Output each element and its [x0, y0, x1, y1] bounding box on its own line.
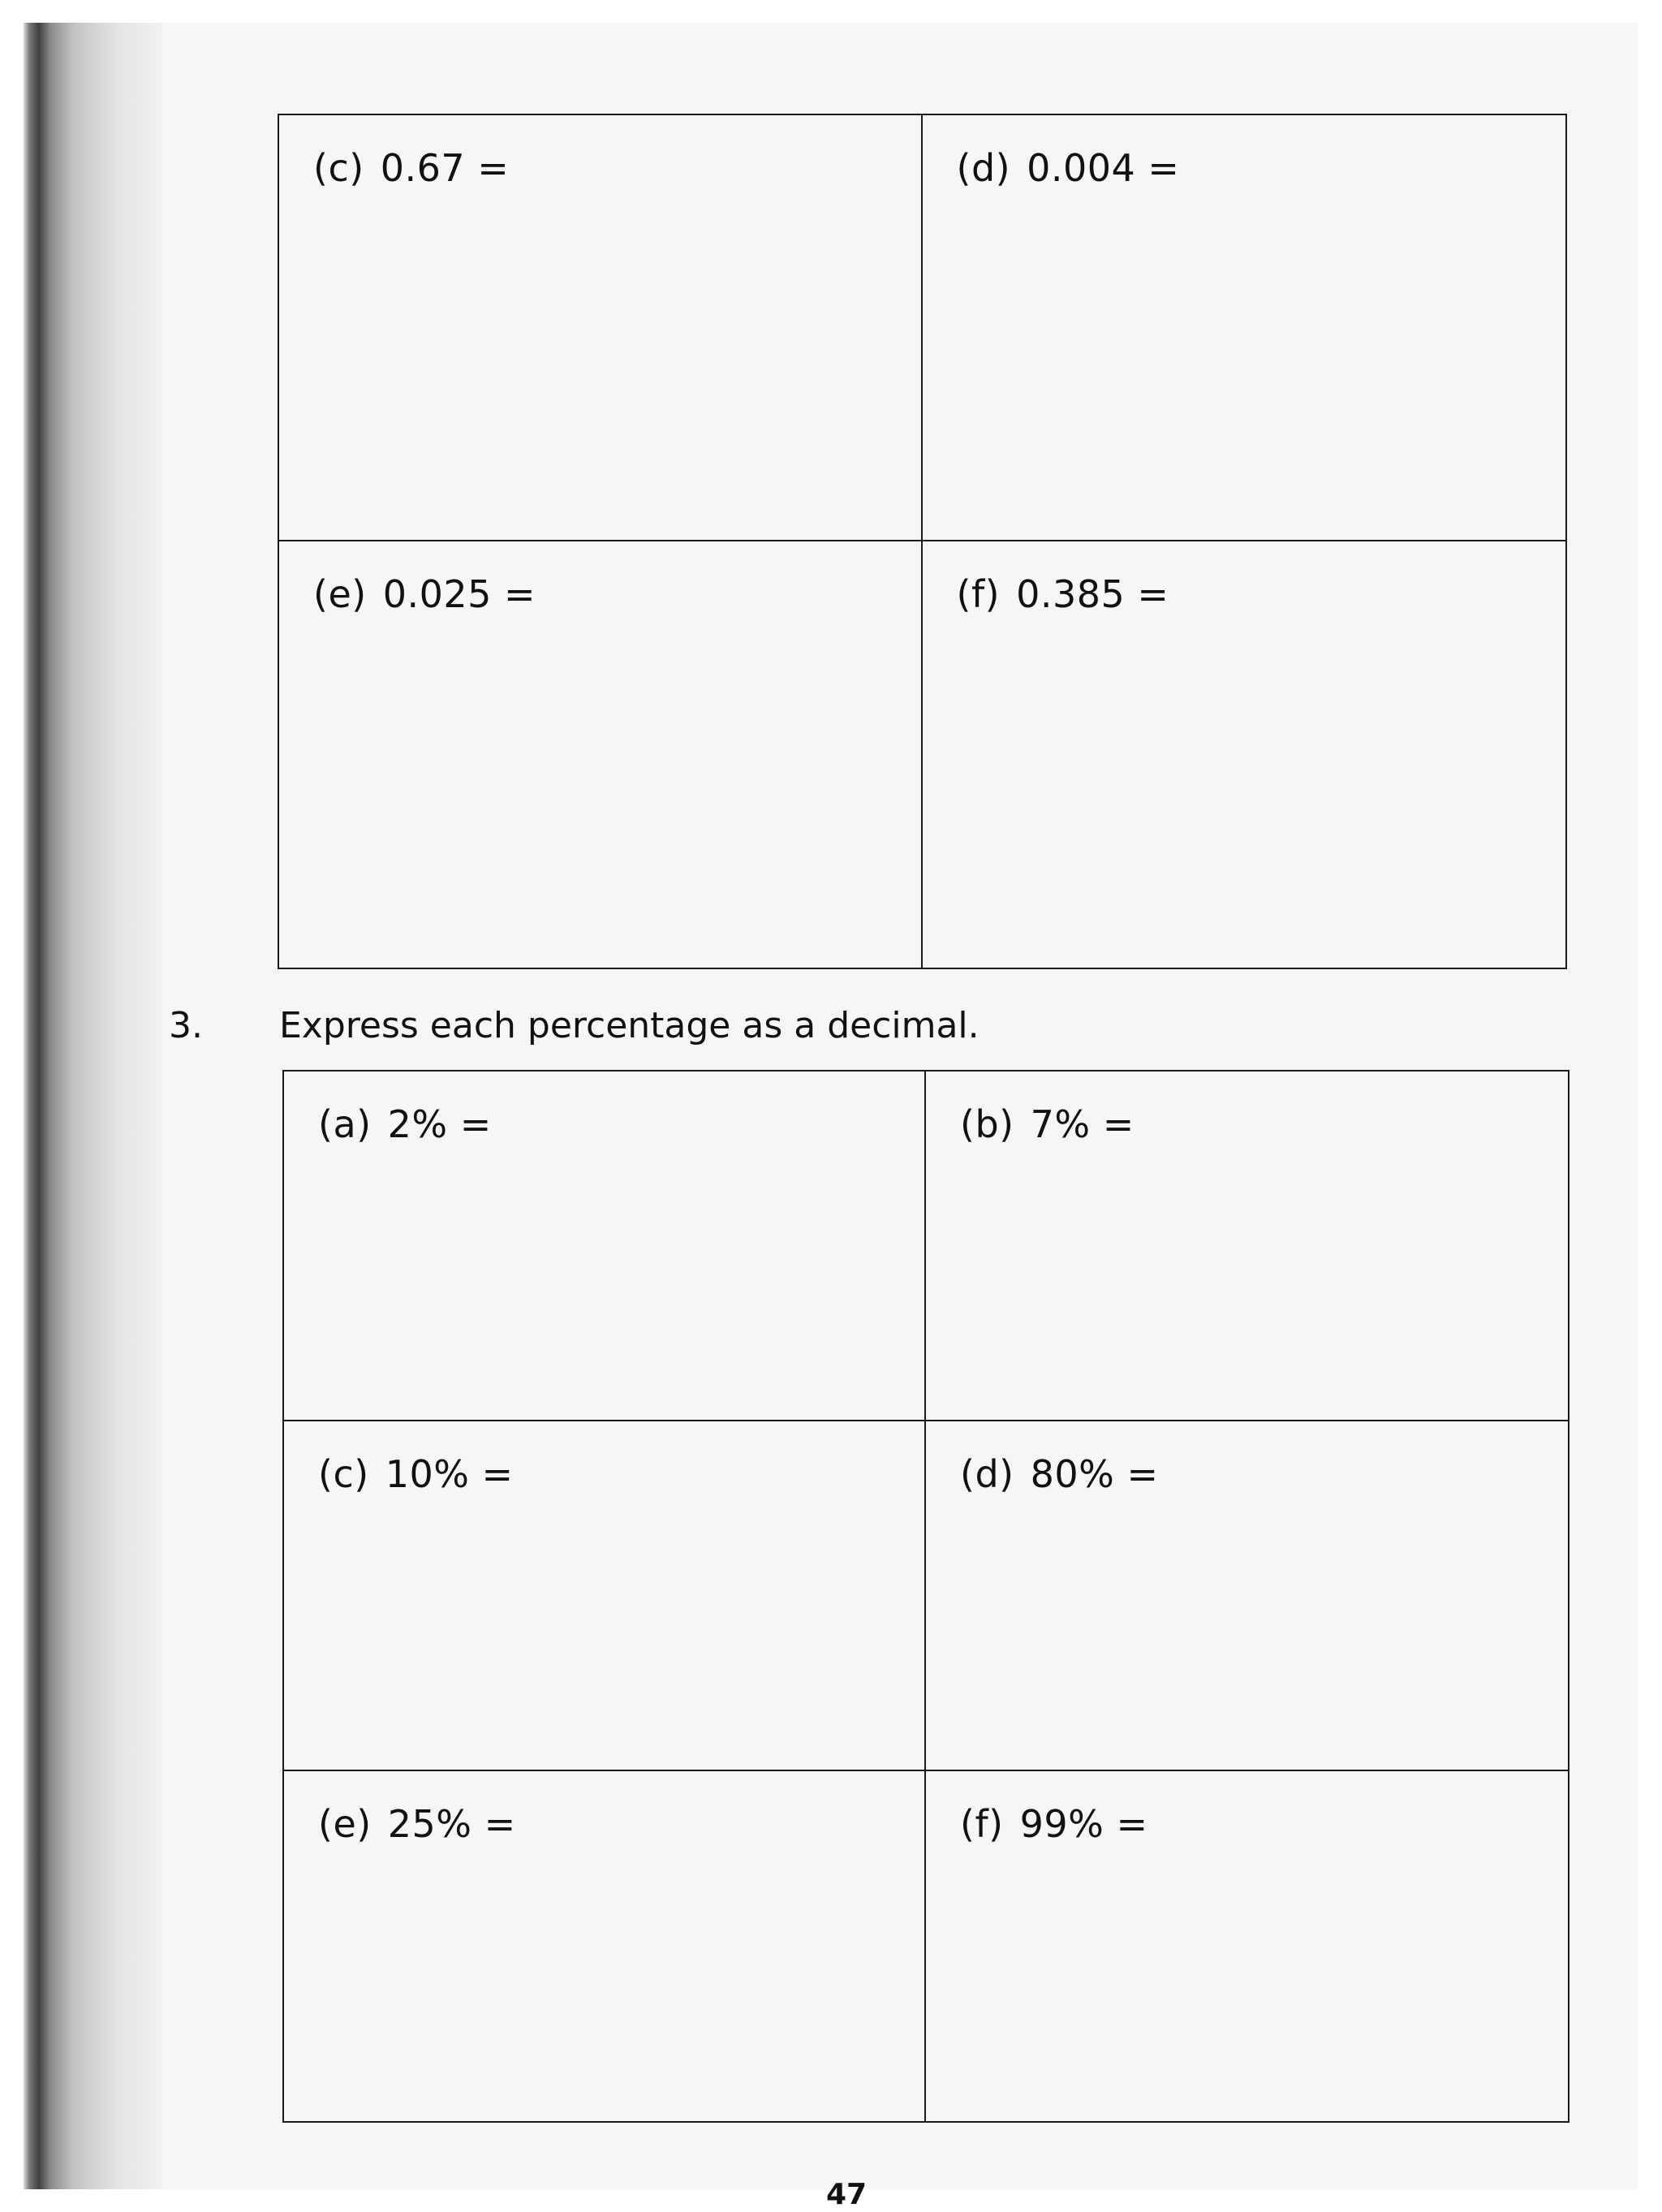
- answer-box-c[interactable]: [279, 115, 923, 541]
- problem-label: (d): [956, 146, 1011, 190]
- problem-label: (c): [318, 1452, 369, 1496]
- answer-box-d[interactable]: [923, 115, 1566, 541]
- problem-label: (b): [960, 1102, 1014, 1146]
- problem-expression: 80% =: [1030, 1452, 1159, 1496]
- problem-expression: 7% =: [1030, 1102, 1135, 1146]
- answer-grid-decimals: [278, 114, 1567, 969]
- answer-box-e[interactable]: [284, 1771, 926, 2121]
- answer-box-a[interactable]: [284, 1072, 926, 1421]
- problem-e: [318, 1802, 516, 1846]
- problem-label: (e): [313, 572, 367, 616]
- problem-b: [960, 1102, 1135, 1146]
- problem-f: [957, 572, 1169, 616]
- problem-label: (f): [960, 1802, 1004, 1846]
- problem-c: [313, 146, 509, 190]
- book-binding-shadow: [0, 0, 162, 2212]
- answer-box-c[interactable]: [284, 1421, 926, 1771]
- problem-label: (d): [960, 1452, 1014, 1496]
- question-3-heading: [169, 1005, 980, 1046]
- answer-box-f[interactable]: [923, 541, 1566, 968]
- problem-e: [313, 572, 536, 616]
- answer-grid-percentages: [282, 1070, 1569, 2123]
- page-number: 47: [826, 2178, 868, 2211]
- problem-expression: 25% =: [387, 1802, 516, 1846]
- answer-box-d[interactable]: [926, 1421, 1568, 1771]
- question-instruction: Express each percentage as a decimal.: [279, 1005, 980, 1046]
- problem-expression: 0.67 =: [380, 146, 510, 190]
- problem-expression: 0.025 =: [382, 572, 536, 616]
- problem-d: [957, 146, 1180, 190]
- problem-expression: 99% =: [1019, 1802, 1148, 1846]
- problem-d: [960, 1452, 1159, 1496]
- problem-label: (e): [318, 1802, 372, 1846]
- answer-box-e[interactable]: [279, 541, 923, 968]
- answer-box-f[interactable]: [926, 1771, 1568, 2121]
- problem-expression: 2% =: [387, 1102, 492, 1146]
- answer-box-b[interactable]: [926, 1072, 1568, 1421]
- problem-expression: 10% =: [385, 1452, 514, 1496]
- problem-expression: 0.004 =: [1027, 146, 1180, 190]
- scan-border-top: [0, 0, 1662, 23]
- problem-label: (a): [318, 1102, 372, 1146]
- question-number: 3.: [169, 1005, 203, 1046]
- problem-c: [318, 1452, 514, 1496]
- problem-f: [960, 1802, 1148, 1846]
- problem-label: (f): [956, 572, 1001, 616]
- problem-label: (c): [313, 146, 364, 190]
- scan-border-right: [1638, 0, 1662, 2212]
- problem-expression: 0.385 =: [1016, 572, 1169, 616]
- problem-a: [318, 1102, 492, 1146]
